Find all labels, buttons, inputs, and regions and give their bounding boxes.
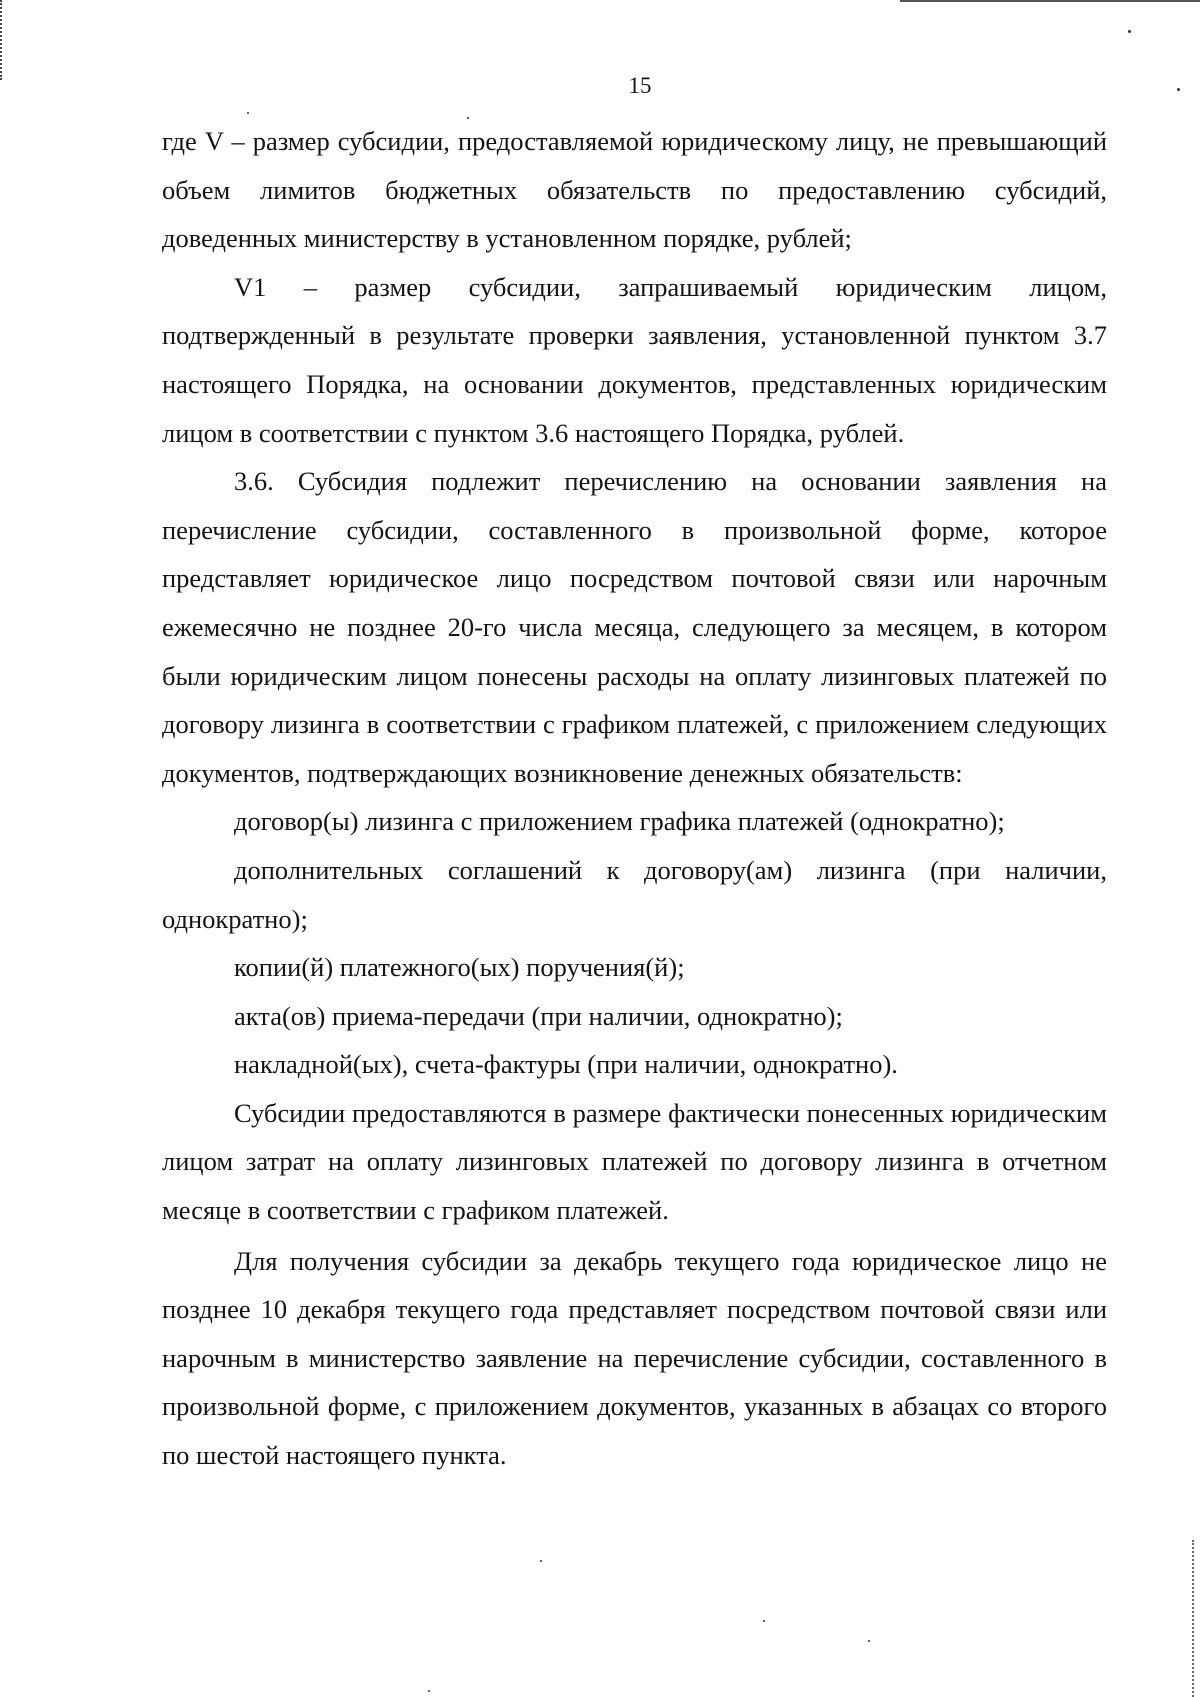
list-item: копии(й) платежного(ых) поручения(й);: [234, 952, 685, 983]
scan-edge-artifact: [900, 0, 1200, 2]
list-item: договор(ы) лизинга с приложением графика платежей (однократно);: [234, 806, 1005, 837]
page-number: 15: [628, 73, 652, 98]
paragraph-definition-v: где V – размер субсидии, предоставляемой юридическому лицу, не превышающий объем лимитов бюджетных обязательств по предоставлению субсидий, доведенных министерству в установленном порядке, рублей;: [162, 126, 1107, 254]
scan-speck: [868, 1640, 870, 1642]
scan-edge-artifact: [1190, 1540, 1194, 1697]
scan-edge-artifact: [0, 0, 5, 80]
paragraph-clause-3-6: 3.6. Субсидия подлежит перечислению на основании заявления на перечисление субсидии, составленного в произвольной форме, которое представляет юридическое лицо посредством почтовой связи или нарочным ежемесячно не позднее 20-го числа месяца, следующего за месяцем, в котором были юридическим лицом понесены расходы на оплату лизинговых платежей по договору лизинга в соответствии с графиком платежей, с приложением следующих документов, подтверждающих возникновение денежных обязательств:: [162, 466, 1107, 788]
paragraph-december: Для получения субсидии за декабрь текущего года юридическое лицо не позднее 10 декабря текущего года представляет посредством почтовой связи или нарочным в министерство заявление на перечисление субсидии, составленного в произвольной форме, с приложением документов, указанных в абзацах со второго по шестой настоящего пункта.: [162, 1245, 1107, 1471]
paragraph-subsidy-amount: Субсидии предоставляются в размере фактически понесенных юридическим лицом затрат на оплату лизинговых платежей по договору лизинга в отчетном месяце в соответствии с графиком платежей.: [162, 1097, 1107, 1226]
scan-speck: [1128, 30, 1131, 33]
scan-speck: [763, 1620, 765, 1622]
list-item: акта(ов) приема-передачи (при наличии, однократно);: [234, 1000, 843, 1031]
list-item: накладной(ых), счета-фактуры (при наличии, однократно).: [234, 1049, 898, 1080]
paragraph-definition-v1: V1 – размер субсидии, запрашиваемый юридическим лицом, подтвержденный в результате проверки заявления, установленной пунктом 3.7 настоящего Порядка, на основании документов, представленных юридическим лицом в соответствии с пунктом 3.6 настоящего Порядка, рублей.: [162, 271, 1107, 448]
scan-speck: [540, 1560, 542, 1562]
list-item: дополнительных соглашений к договору(ам) лизинга (при наличии, однократно);: [162, 854, 1107, 934]
scan-speck: [428, 1690, 430, 1692]
body-text: [162, 117, 1107, 1480]
scan-speck: [247, 112, 249, 114]
